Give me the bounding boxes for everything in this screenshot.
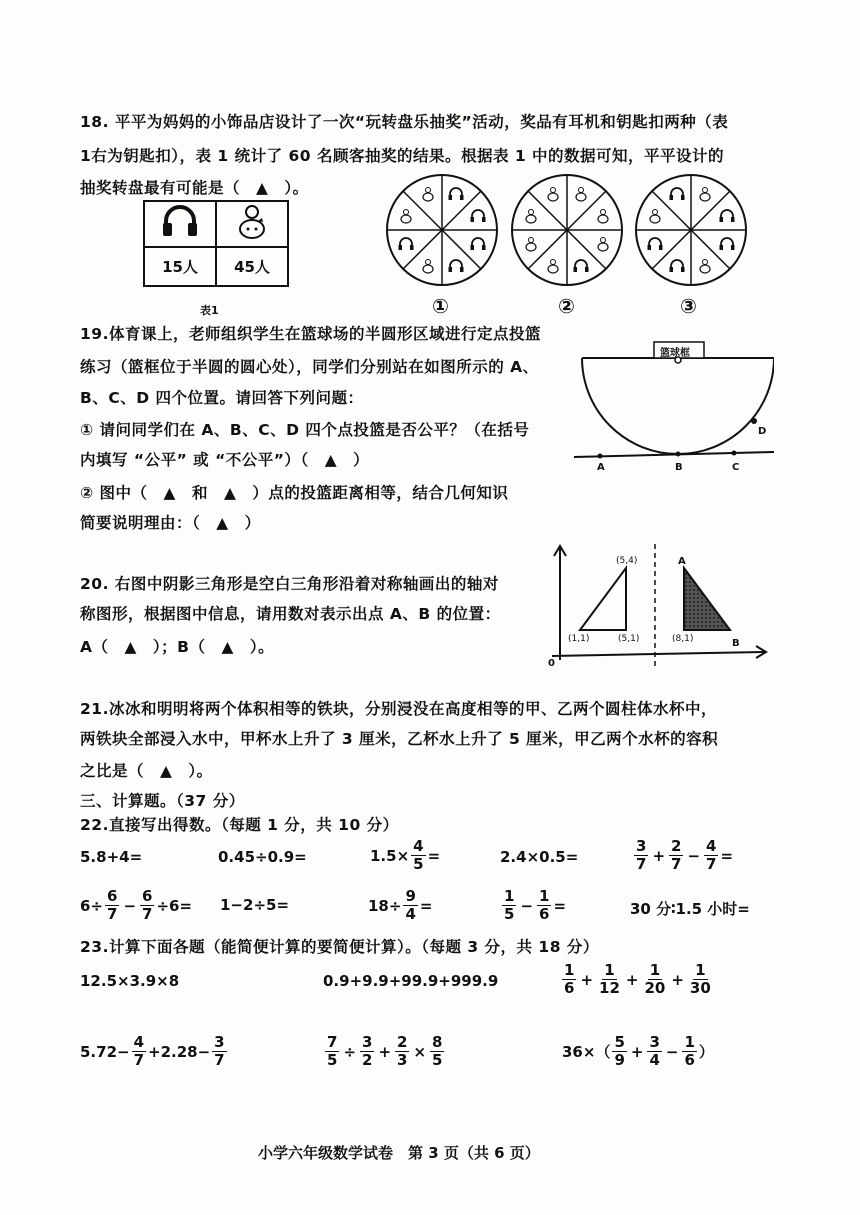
point-c-label: C xyxy=(732,462,740,473)
headphone-count: 15人 xyxy=(144,247,216,286)
keychain-icon xyxy=(216,201,288,247)
q18-line-3: 抽奖转盘最有可能是（ ▲ ）。 xyxy=(80,179,309,197)
q23-expr-1: 12.5×3.9×8 xyxy=(80,972,180,990)
q18-line-1: 18. 平平为妈妈的小饰品店设计了一次“玩转盘乐抽奖”活动，奖品有耳机和钥匙扣两种（表 xyxy=(80,113,729,131)
spinner-wheels xyxy=(385,172,765,292)
q22-expr-5: $\frac{3}{7}$ + $\frac{2}{7}$ − $\frac{4}{7}$ = xyxy=(636,837,734,873)
label-5-1: (5,1) xyxy=(618,634,640,644)
q22-expr-2: 0.45÷0.9= xyxy=(218,848,307,866)
headphones-icon xyxy=(144,201,216,247)
q22-title: 22.直接写出得数。（每题 1 分，共 10 分） xyxy=(80,816,399,834)
point-a-label: A xyxy=(597,462,605,473)
q19-line-7: 简要说明理由：（ ▲ ） xyxy=(80,514,261,532)
q23-expr-2: 0.9+9.9+99.9+999.9 xyxy=(323,972,499,990)
coordinate-figure xyxy=(540,540,770,670)
q23-expr-4: 5.72− $\frac{4}{7}$ +2.28− $\frac{3}{7}$ xyxy=(80,1033,225,1069)
table-caption: 表1 xyxy=(200,304,219,317)
q20-line-2: 称图形，根据图中信息，请用数对表示出点 A、B 的位置： xyxy=(80,605,501,623)
option-1-label: ① xyxy=(432,294,449,318)
label-5-4: (5,4) xyxy=(616,556,638,566)
q22-expr-1: 5.8+4= xyxy=(80,848,143,866)
section-3-heading: 三、计算题。（37 分） xyxy=(80,792,245,810)
hoop-box-label: 篮球框 xyxy=(660,348,690,359)
label-a: A xyxy=(678,556,686,567)
keychain-count: 45人 xyxy=(216,247,288,286)
q21-line-2: 两铁块全部浸入水中，甲杯水上升了 3 厘米，乙杯水上升了 5 厘米，甲乙两个水杯的容积 xyxy=(80,730,719,748)
q22-expr-9: $\frac{1}{5}$ − $\frac{1}{6}$ = xyxy=(504,887,567,923)
q21-line-3: 之比是（ ▲ ）。 xyxy=(80,762,213,780)
q22-expr-3: 1.5× $\frac{4}{5}$ = xyxy=(370,837,441,873)
point-b-label: B xyxy=(675,462,683,473)
option-2-label: ② xyxy=(558,294,575,318)
q22-expr-6: 6÷ $\frac{6}{7}$ − $\frac{6}{7}$ ÷6= xyxy=(80,887,193,923)
q20-line-3: A（ ▲ ）；B（ ▲ ）。 xyxy=(80,638,275,656)
q23-expr-5: $\frac{7}{5}$ ÷ $\frac{3}{2}$ + $\frac{2}{3}$ × $\frac{8}{5}$ xyxy=(327,1033,443,1069)
point-d-label: D xyxy=(758,426,767,437)
q23-expr-3: $\frac{1}{6}$ + $\frac{1}{12}$ + $\frac{1}{20}$ + $\frac{1}{30}$ xyxy=(564,961,711,997)
label-b: B xyxy=(732,638,740,649)
q22-expr-10: 30 分∶1.5 小时= xyxy=(630,900,750,918)
q21-line-1: 21.冰冰和明明将两个体积相等的铁块，分别浸没在高度相等的甲、乙两个圆柱体水杯中， xyxy=(80,700,717,718)
q19-line-2: 练习（篮框位于半圆的圆心处），同学们分别站在如图所示的 A、 xyxy=(80,358,539,376)
q18-line-2: 1右为钥匙扣），表 1 统计了 60 名顾客抽奖的结果。根据表 1 中的数据可知，平平设计的 xyxy=(80,147,725,165)
q19-line-1: 19.体育课上，老师组织学生在篮球场的半圆形区域进行定点投篮 xyxy=(80,325,541,343)
label-8-1: (8,1) xyxy=(672,634,694,644)
q22-expr-4: 2.4×0.5= xyxy=(500,848,579,866)
q19-line-4: ① 请问同学们在 A、B、C、D 四个点投篮是否公平？（在括号 xyxy=(80,421,530,439)
q22-expr-7: 1−2÷5= xyxy=(220,896,290,914)
q19-line-6: ② 图中（ ▲ 和 ▲ ）点的投篮距离相等，结合几何知识 xyxy=(80,484,509,502)
q23-title: 23.计算下面各题（能简便计算的要简便计算）。（每题 3 分，共 18 分） xyxy=(80,938,599,956)
q23-expr-6: 36×（ $\frac{5}{9}$ + $\frac{3}{4}$ − $\frac{1}{6}$ ） xyxy=(562,1033,714,1069)
q22-expr-8: 18÷ $\frac{9}{4}$ = xyxy=(368,887,433,923)
q20-line-1: 20. 右图中阴影三角形是空白三角形沿着对称轴画出的轴对 xyxy=(80,575,499,593)
page-footer: 小学六年级数学试卷 第 3 页（共 6 页） xyxy=(258,1144,540,1162)
q18-table xyxy=(143,200,289,287)
label-origin: 0 xyxy=(548,658,555,669)
q19-line-5: 内填写 “公平” 或 “不公平”）（ ▲ ） xyxy=(80,451,370,469)
label-1-1: (1,1) xyxy=(568,634,590,644)
option-3-label: ③ xyxy=(680,294,697,318)
q19-line-3: B、C、D 四个位置。请回答下列问题： xyxy=(80,389,364,407)
